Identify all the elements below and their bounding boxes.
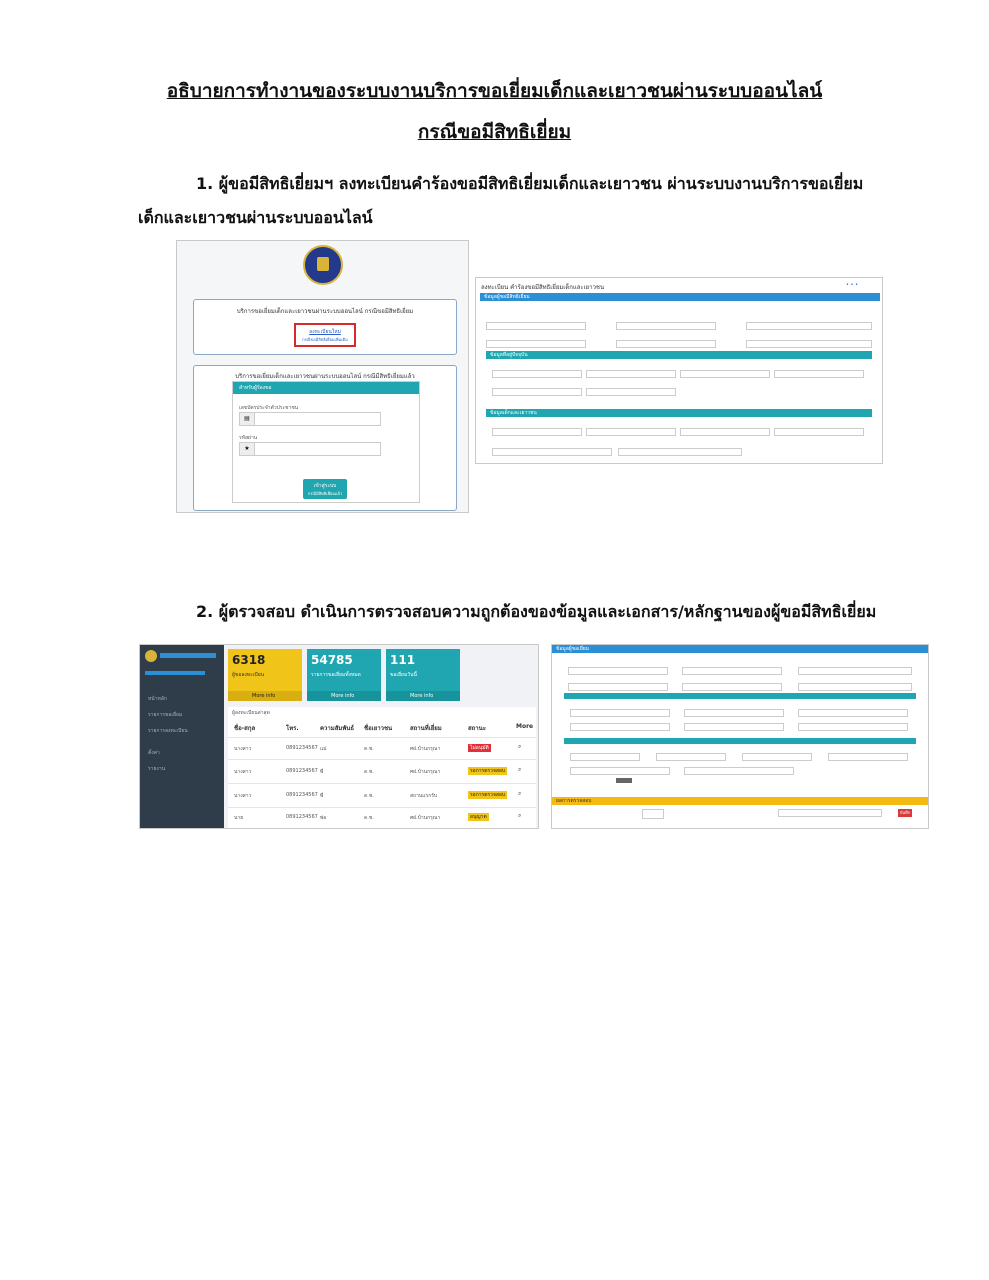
search-icon[interactable]: ⌕ — [518, 790, 522, 797]
register-link-highlight[interactable] — [294, 323, 356, 347]
stat-label: ผู้ขอลงทะเบียน — [232, 672, 265, 678]
stat-value: 6318 — [232, 653, 266, 667]
verification-form-screenshot — [551, 644, 929, 829]
step2-text: 2. ผู้ตรวจสอบ ดำเนินการตรวจสอบความถูกต้องของข้อมูลและเอกสาร/หลักฐานของผู้ขอมีสิทธิเยี่ยม — [196, 602, 877, 621]
document-title: อธิบายการทำงานของระบบงานบริการขอเยี่ยมเด็กและเยาวชนผ่านระบบออนไลน์ — [166, 80, 823, 102]
register-box-title: บริการขอเยี่ยมเด็กและเยาวชนผ่านระบบออนไลน์ กรณีขอมีสิทธิเยี่ยม — [236, 308, 414, 315]
login-page-screenshot — [176, 240, 469, 513]
login-box — [193, 365, 457, 511]
table-row[interactable]: นางสาว 0891234567 พี่ ด.ช. สถานแรกรับ รอการตรวจสอบ ⌕ — [228, 783, 536, 808]
sidebar-item-registrations[interactable]: รายการลงทะเบียน — [148, 728, 188, 734]
breadcrumb[interactable]: • • • — [846, 282, 859, 288]
login-button[interactable]: เข้าสู่ระบบ กรณีมีสิทธิเยี่ยมแล้ว — [303, 479, 347, 499]
search-icon[interactable]: ⌕ — [518, 766, 522, 773]
save-button[interactable]: บันทึก — [899, 810, 911, 815]
section-applicant: ข้อมูลผู้ขอมีสิทธิเยี่ยม — [480, 293, 880, 301]
table-row[interactable]: นางสาว 0891234567 แม่ ด.ช. ศฝ.บ้านกรุณา ไม่อนุมัติ ⌕ — [228, 737, 536, 760]
id-card-icon: ▤ — [240, 413, 255, 425]
stat-card-today[interactable] — [386, 649, 460, 701]
stat-card-registrations[interactable] — [228, 649, 302, 701]
password-label: รหัสผ่าน — [239, 435, 258, 441]
password-input[interactable] — [239, 442, 381, 456]
stat-label: รายการขอเยี่ยมทั้งหมด — [311, 672, 361, 678]
sidebar-logo — [145, 650, 157, 662]
section-youth: ข้อมูลเด็กและเยาวชน — [486, 409, 872, 417]
document-subtitle: กรณีขอมีสิทธิเยี่ยม — [417, 121, 572, 143]
login-panel-header: สำหรับผู้ร้องขอ — [233, 382, 419, 394]
step1-text-line2: เด็กและเยาวชนผ่านระบบออนไลน์ — [138, 208, 373, 227]
new-register-box — [193, 299, 457, 355]
verification-header: ข้อมูลผู้ขอเยี่ยม — [552, 645, 929, 653]
sidebar-item-reports[interactable]: รายงาน — [148, 766, 166, 772]
login-box-title: บริการขอเยี่ยมเด็กและเยาวชนผ่านระบบออนไลน์ กรณีมีสิทธิเยี่ยมแล้ว — [235, 373, 415, 380]
form-title: ลงทะเบียน คำร้องขอมีสิทธิเยี่ยมเด็กและเยาวชน — [481, 284, 605, 291]
section-address: ข้อมูลที่อยู่ปัจจุบัน — [486, 351, 872, 359]
table-title: ผู้ลงทะเบียนล่าสุด — [232, 710, 270, 716]
register-link-sub: กรณีขอมีสิทธิเยี่ยมเพิ่มเติม — [302, 337, 348, 342]
more-info-link[interactable]: More info — [410, 693, 434, 699]
emblem-logo — [303, 245, 343, 285]
search-icon[interactable]: ⌕ — [518, 812, 522, 819]
status-badge: รอการตรวจสอบ — [470, 792, 506, 798]
more-info-link[interactable]: More info — [252, 693, 276, 699]
stat-card-visits[interactable] — [307, 649, 381, 701]
stat-value: 54785 — [311, 653, 353, 667]
more-info-link[interactable]: More info — [331, 693, 355, 699]
status-badge: รอการตรวจสอบ — [470, 768, 506, 774]
sidebar-item-visits[interactable]: รายการขอเยี่ยม — [148, 712, 183, 718]
dashboard-screenshot — [139, 644, 539, 829]
sidebar-item-home[interactable]: หน้าหลัก — [148, 696, 167, 702]
step1-text-line1: 1. ผู้ขอมีสิทธิเยี่ยมฯ ลงทะเบียนคำร้องขอมีสิทธิเยี่ยมเด็กและเยาวชน ผ่านระบบงานบริการขอเยี่ยม — [196, 174, 864, 193]
search-icon[interactable]: ⌕ — [518, 743, 522, 750]
table-row[interactable]: นางสาว 0891234567 พี่ ด.ช. ศฝ.บ้านกรุณา รอการตรวจสอบ ⌕ — [228, 759, 536, 784]
status-badge: ไม่อนุมัติ — [470, 745, 489, 751]
register-link[interactable]: ลงทะเบียนใหม่ — [309, 329, 341, 335]
dashboard-sidebar — [140, 645, 224, 829]
id-label: เลขบัตรประจำตัวประชาชน — [239, 405, 299, 411]
status-badge: อนุญาต — [470, 814, 487, 820]
id-input[interactable] — [239, 412, 381, 426]
registration-form-screenshot — [475, 277, 883, 464]
verification-result-bar: ผลการตรวจสอบ — [552, 797, 929, 805]
latest-registrations-table: ผู้ลงทะเบียนล่าสุด ชื่อ-สกุล โทร. ความสัมพันธ์ ชื่อเยาวชน สถานที่เยี่ยม สถานะ More นางสาว 0891234567 แม่ ด.ช. ศฝ.บ้านกรุณา ไม่อนุมัติ ⌕ นางสาว 0891234567 พี่ ด.ช. ศฝ.บ้านกรุณา รอการตรวจสอบ ⌕ นางสาว 0891234567 พี่ ด.ช. สถานแรกรับ รอการตรวจสอบ ⌕ นาย 0891234567 พ่อ ด.ช. ศฝ.บ้านกรุณา อนุญาต ⌕ — [228, 707, 536, 829]
stat-value: 111 — [390, 653, 416, 667]
table-row[interactable]: นาย 0891234567 พ่อ ด.ช. ศฝ.บ้านกรุณา อนุญาต ⌕ — [228, 807, 536, 828]
stat-label: ขอเยี่ยมวันนี้ — [390, 672, 417, 678]
star-icon: ★ — [240, 443, 255, 455]
sidebar-item-settings[interactable]: ตั้งค่า — [148, 750, 160, 756]
login-panel — [232, 381, 420, 503]
